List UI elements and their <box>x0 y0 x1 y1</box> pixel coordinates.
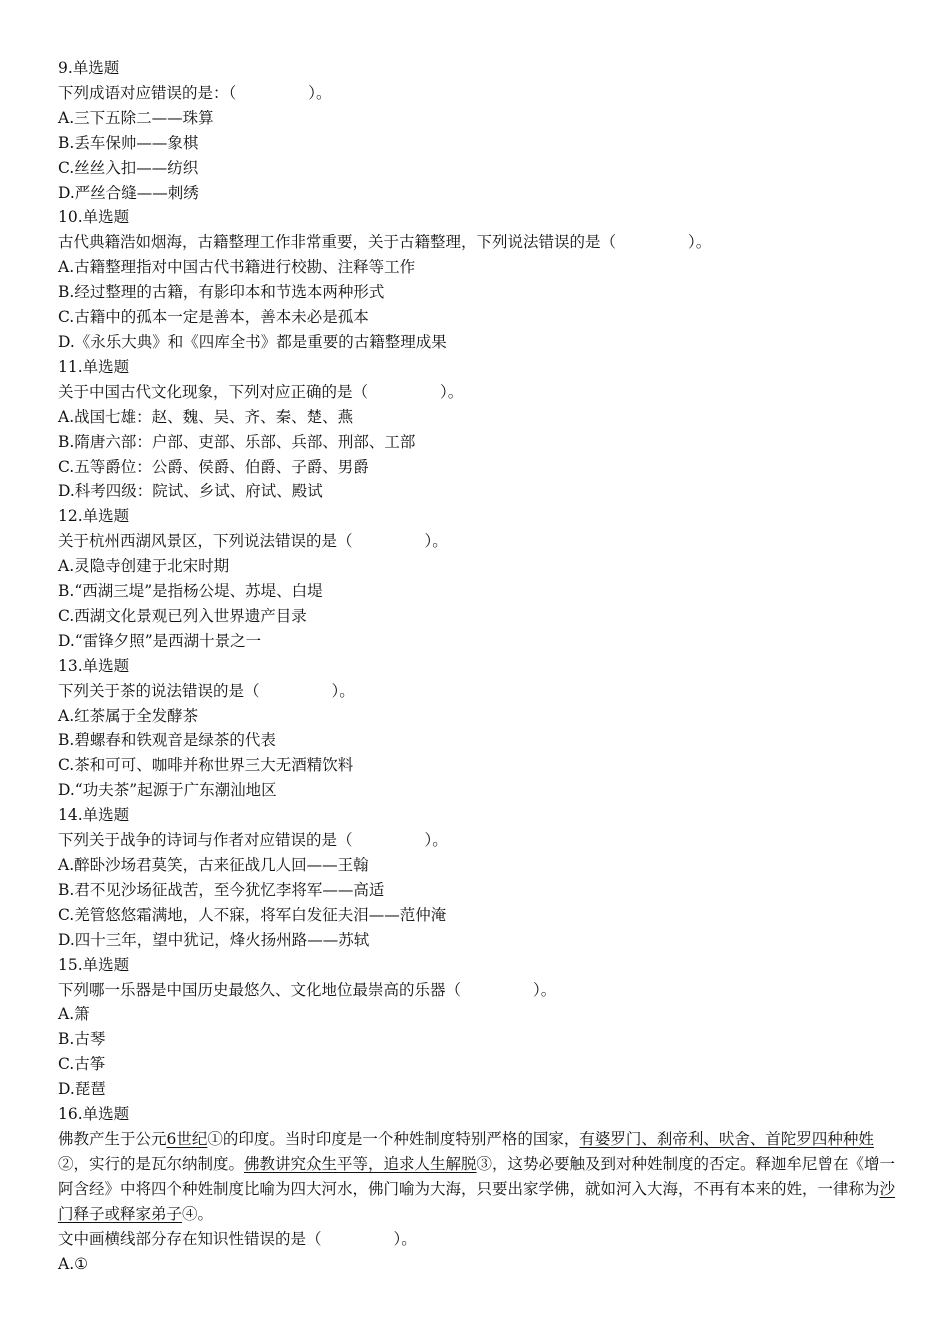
underlined-phrase-1: 6世纪 <box>166 1129 208 1148</box>
question-number: 9.单选题 <box>58 59 120 77</box>
option-a: A.三下五除二——珠算 <box>58 108 214 127</box>
question-block <box>58 355 898 504</box>
option-b: B.君不见沙场征战苦，至今犹忆李将军——高适 <box>58 880 385 899</box>
option-a: A.箫 <box>58 1005 90 1024</box>
question-stem: 古代典籍浩如烟海，古籍整理工作非常重要，关于古籍整理，下列说法错误的是（ ）。 <box>58 233 712 252</box>
question-stem: 下列哪一乐器是中国历史最悠久、文化地位最崇高的乐器（ ）。 <box>58 980 557 999</box>
option-b: B.碧螺春和铁观音是绿茶的代表 <box>58 731 276 750</box>
option-a: A.红茶属于全发酵茶 <box>58 706 199 725</box>
option-d: D.“雷锋夕照”是西湖十景之一 <box>58 631 262 650</box>
question-block <box>58 205 898 354</box>
question-number: 14.单选题 <box>58 806 130 825</box>
option-c: C.西湖文化景观已列入世界遗产目录 <box>58 606 307 625</box>
underlined-phrase-3: 佛教讲究众生平等，追求人生解脱 <box>244 1154 477 1173</box>
question-stem: 下列关于战争的诗词与作者对应错误的是（ ）。 <box>58 831 448 850</box>
option-c: C.五等爵位：公爵、侯爵、伯爵、子爵、男爵 <box>58 457 369 476</box>
option-b: B.古琴 <box>58 1030 106 1049</box>
option-b: B.丢车保帅——象棋 <box>58 133 199 152</box>
option-d: D.“功夫茶”起源于广东潮汕地区 <box>58 781 277 800</box>
question-16 <box>58 1102 898 1276</box>
question-number: 16.单选题 <box>58 1105 130 1124</box>
option-c: C.古筝 <box>58 1055 106 1074</box>
question-stem: 下列关于茶的说法错误的是（ ）。 <box>58 681 355 700</box>
option-c: C.古籍中的孤本一定是善本，善本未必是孤本 <box>58 308 369 327</box>
passage-text: 佛教产生于公元 <box>58 1129 167 1148</box>
option-a: A.古籍整理指对中国古代书籍进行校勘、注释等工作 <box>58 258 416 277</box>
exam-page <box>58 56 898 1276</box>
question-stem: 关于中国古代文化现象，下列对应正确的是（ ）。 <box>58 382 464 401</box>
option-d: D.《永乐大典》和《四库全书》都是重要的古籍整理成果 <box>58 332 447 351</box>
option-a: A.① <box>58 1254 89 1273</box>
option-d: D.琵琶 <box>58 1080 106 1099</box>
question-number: 12.单选题 <box>58 507 130 526</box>
question-number: 10.单选题 <box>58 208 130 227</box>
option-b: B.隋唐六部：户部、吏部、乐部、兵部、刑部、工部 <box>58 432 416 451</box>
question-stem: 关于杭州西湖风景区，下列说法错误的是（ ）。 <box>58 532 448 551</box>
underlined-phrase-2: 有婆罗门、刹帝利、吠舍、首陀罗四种种姓 <box>579 1129 874 1148</box>
question-list <box>58 56 898 1102</box>
option-c: C.茶和可可、咖啡并称世界三大无酒精饮料 <box>58 756 354 775</box>
question-block <box>58 504 898 653</box>
question-block <box>58 803 898 952</box>
option-a: A.醉卧沙场君莫笑，古来征战几人回——王翰 <box>58 856 369 874</box>
question-stem: 文中画横线部分存在知识性错误的是（ ）。 <box>58 1229 417 1248</box>
passage-text: ①的印度。当时印度是一个种姓制度特别严格的国家， <box>207 1129 580 1148</box>
option-c: C.羌管悠悠霜满地，人不寐，将军白发征夫泪——范仲淹 <box>58 905 447 924</box>
question-number: 13.单选题 <box>58 656 130 675</box>
option-a: A.灵隐寺创建于北宋时期 <box>58 557 230 576</box>
question-number: 15.单选题 <box>58 955 130 974</box>
question-stem: 下列成语对应错误的是：（ ）。 <box>58 83 332 102</box>
question-block <box>58 953 898 1102</box>
option-d: D.四十三年，望中犹记，烽火扬州路——苏轼 <box>58 930 370 949</box>
option-d: D.严丝合缝——刺绣 <box>58 183 199 202</box>
option-d: D.科考四级：院试、乡试、府试、殿试 <box>58 482 323 501</box>
question-block <box>58 56 898 205</box>
option-a: A.战国七雄：赵、魏、吴、齐、秦、楚、燕 <box>58 407 354 426</box>
question-block <box>58 654 898 803</box>
passage-text: ③，这势必要触及到对种姓制度的否定。释迦牟尼曾在《增一阿含经》中将四个种姓制度比喻为四大河水，佛门喻为大海，只要出家学佛，就如河入大海，不再有本来的姓，一律称为 <box>58 1154 896 1198</box>
question-passage <box>58 1127 898 1227</box>
passage-text: ②，实行的是瓦尔纳制度。 <box>58 1154 245 1173</box>
option-c: C.丝丝入扣——纺织 <box>58 158 199 177</box>
passage-text: ④。 <box>182 1204 214 1223</box>
option-b: B.经过整理的古籍，有影印本和节选本两种形式 <box>58 283 385 302</box>
option-b: B.“西湖三堤”是指杨公堤、苏堤、白堤 <box>58 582 323 601</box>
underlined-phrase-4: 沙门释子或释家弟子 <box>58 1179 896 1223</box>
question-number: 11.单选题 <box>58 357 130 376</box>
